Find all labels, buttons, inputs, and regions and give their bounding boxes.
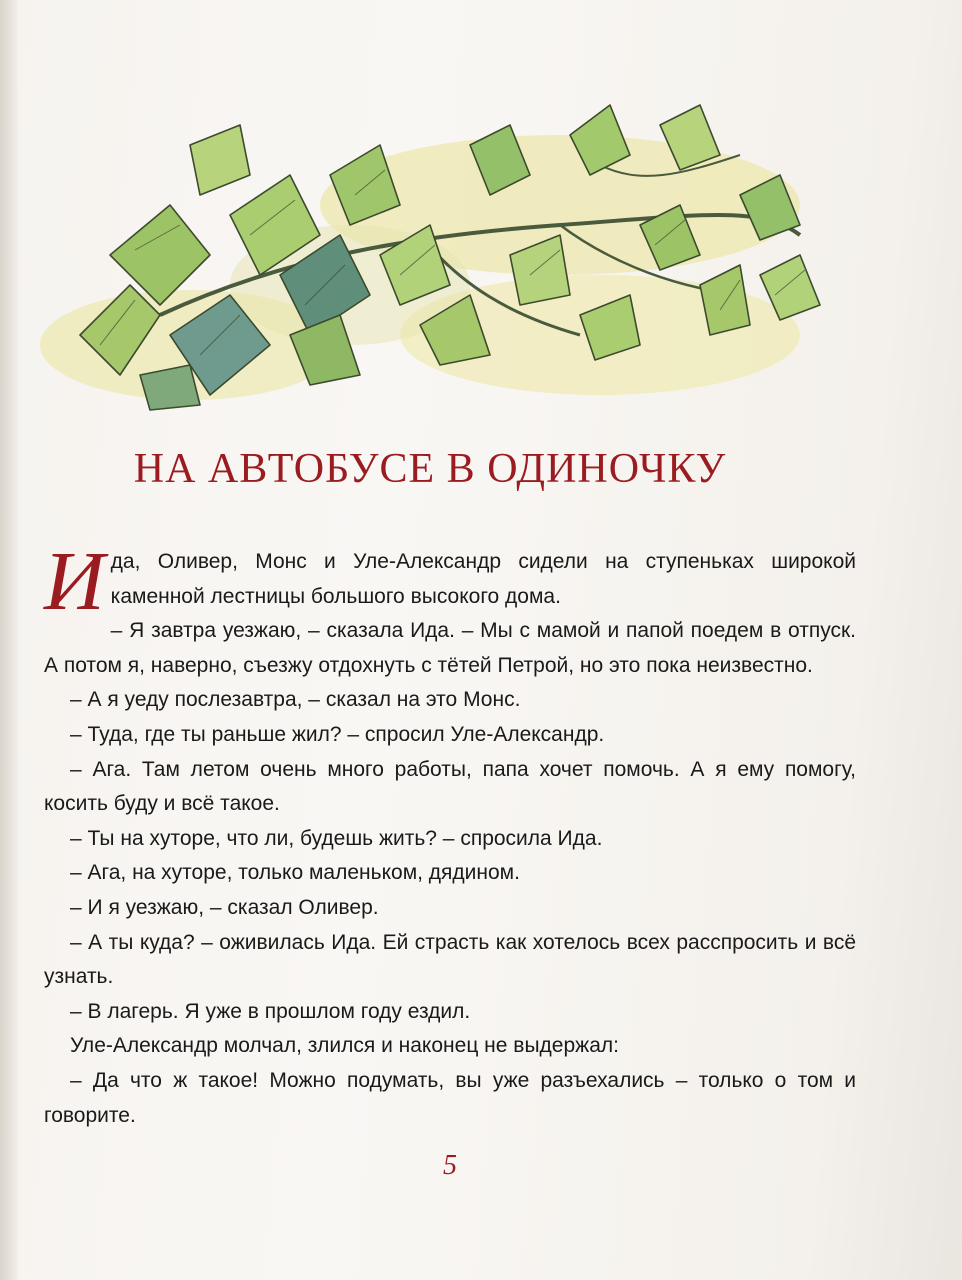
page-edge bbox=[0, 0, 18, 1280]
page-number: 5 bbox=[443, 1150, 457, 1181]
paragraph: – Ага, на хуторе, только маленьком, дядином. bbox=[70, 861, 520, 885]
chapter-body bbox=[44, 535, 856, 1133]
paragraph: – Туда, где ты раньше жил? – спросил Уле-Александр. bbox=[70, 722, 605, 746]
drop-cap: И bbox=[44, 535, 105, 628]
paragraph: Уле-Александр молчал, злился и наконец не выдержал: bbox=[70, 1034, 619, 1058]
paragraph: – Ты на хуторе, что ли, будешь жить? – спросила Ида. bbox=[70, 826, 603, 850]
paragraph bbox=[44, 535, 856, 628]
leafy-branch-watercolor-icon bbox=[40, 85, 840, 415]
paragraph: – В лагерь. Я уже в прошлом году ездил. bbox=[70, 999, 471, 1023]
paragraph-text: да, Оливер, Монс и Уле-Александр сидели на ступеньках широкой каменной лестницы большого высокого дома. bbox=[110, 550, 856, 608]
paragraph: – Я завтра уезжаю, – сказала Ида. – Мы с мамой и папой поедем в отпуск. А потом я, наверно, съезжу отдохнуть с тётей Петрой, но это пока неизвестно. bbox=[44, 619, 856, 677]
chapter-title: НА АВТОБУСЕ В ОДИНОЧКУ bbox=[133, 446, 727, 492]
paragraph: – А я уеду послезавтра, – сказал на это Монс. bbox=[70, 688, 521, 712]
paragraph: – А ты куда? – оживилась Ида. Ей страсть как хотелось всех расспросить и всё узнать. bbox=[44, 930, 856, 989]
paragraph: – Ага. Там летом очень много работы, папа хочет помочь. А я ему помогу, косить буду и всё такое. bbox=[44, 757, 856, 816]
paragraph: – И я уезжаю, – сказал Оливер. bbox=[70, 895, 379, 919]
paragraph: – Да что ж такое! Можно подумать, вы уже разъехались – только о том и говорите. bbox=[44, 1068, 856, 1127]
